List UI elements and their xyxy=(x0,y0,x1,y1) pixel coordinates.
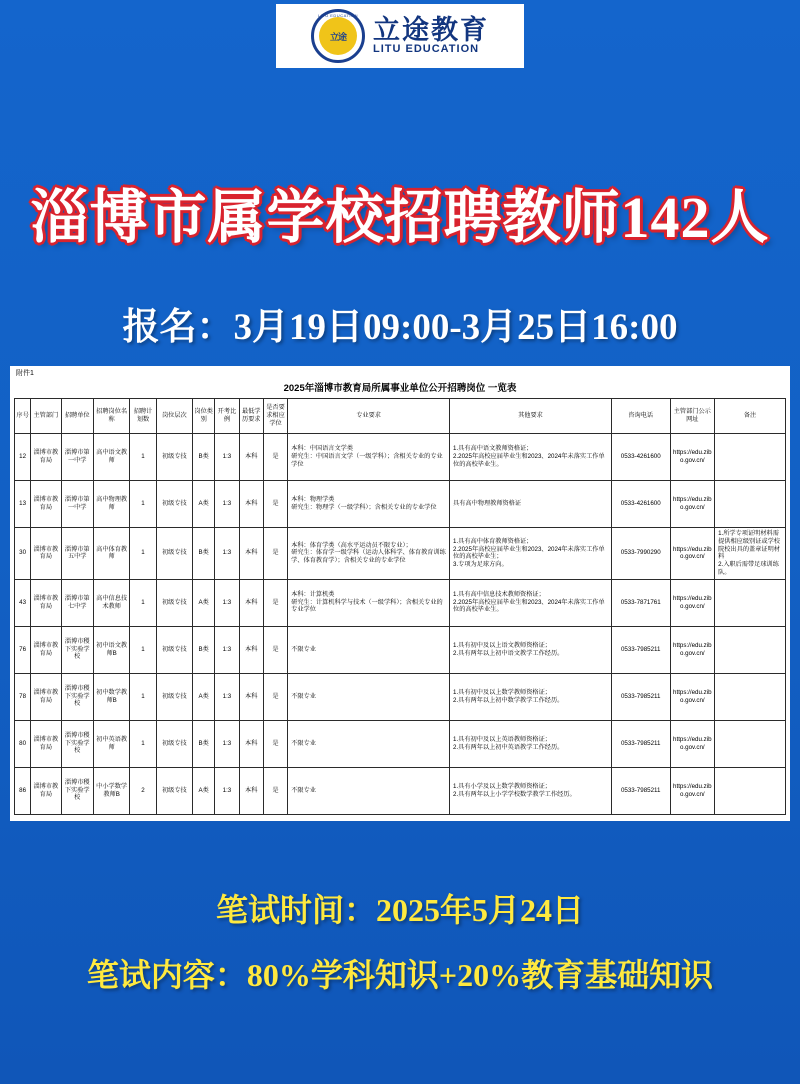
cell-remark xyxy=(715,720,786,767)
cell-tel: 0533-7871761 xyxy=(611,579,670,626)
cell-tel: 0533-7985211 xyxy=(611,767,670,814)
cell-no: 78 xyxy=(15,673,31,720)
cell-no: 30 xyxy=(15,528,31,580)
cell-category: A类 xyxy=(193,579,215,626)
col-other: 其他要求 xyxy=(450,399,612,434)
cell-tel: 0533-4261600 xyxy=(611,434,670,481)
table-body xyxy=(15,434,786,815)
col-unit: 招聘单位 xyxy=(61,399,93,434)
table-row xyxy=(15,528,786,580)
cell-major: 本科：计算机类 研究生：计算机科学与技术（一级学科）；含相关专业的专业学位 xyxy=(288,579,450,626)
cell-degree: 是 xyxy=(263,673,287,720)
cell-remark xyxy=(715,767,786,814)
cell-post: 初中语文教师B xyxy=(93,626,129,673)
col-plan: 招聘计划数 xyxy=(130,399,156,434)
cell-major: 不限专业 xyxy=(288,720,450,767)
cell-dept: 淄博市教育局 xyxy=(31,767,61,814)
logo-emblem-center: 立途 xyxy=(319,17,357,55)
cell-remark xyxy=(715,673,786,720)
cell-dept: 淄博市教育局 xyxy=(31,626,61,673)
cell-ratio: 1:3 xyxy=(215,626,239,673)
cell-category: B类 xyxy=(193,626,215,673)
cell-other: 1.具有初中及以上英语教师资格证； 2.具有两年以上初中英语教学工作经历。 xyxy=(450,720,612,767)
cell-category: B类 xyxy=(193,434,215,481)
cell-other: 1.具有小学及以上数学教师资格证； 2.具有两年以上小学学校数学教学工作经历。 xyxy=(450,767,612,814)
exam-date-line: 笔试时间：2025年5月24日 xyxy=(215,892,584,928)
cell-unit: 淄博市稷下实验学校 xyxy=(61,673,93,720)
cell-level: 初级专技 xyxy=(156,434,192,481)
table-row xyxy=(15,767,786,814)
brand-logo xyxy=(276,4,524,68)
poster-headline: 淄博市属学校招聘教师142人 xyxy=(30,185,770,250)
cell-tel: 0533-4261600 xyxy=(611,481,670,528)
cell-unit: 淄博市稷下实验学校 xyxy=(61,626,93,673)
table-row xyxy=(15,481,786,528)
cell-ratio: 1:3 xyxy=(215,434,239,481)
cell-dept: 淄博市教育局 xyxy=(31,528,61,580)
recruitment-table-sheet xyxy=(10,366,790,821)
col-tel: 咨询电话 xyxy=(611,399,670,434)
cell-unit: 淄博市第七中学 xyxy=(61,579,93,626)
cell-education: 本科 xyxy=(239,673,263,720)
cell-other: 具有高中物理教师资格证 xyxy=(450,481,612,528)
cell-url: https://edu.zibo.gov.cn/ xyxy=(670,767,715,814)
cell-post: 中小学数学教师B xyxy=(93,767,129,814)
col-education: 最低学历要求 xyxy=(239,399,263,434)
cell-degree: 是 xyxy=(263,579,287,626)
table-row xyxy=(15,720,786,767)
cell-category: B类 xyxy=(193,528,215,580)
table-row xyxy=(15,626,786,673)
cell-degree: 是 xyxy=(263,528,287,580)
cell-major: 不限专业 xyxy=(288,673,450,720)
col-category: 岗位类别 xyxy=(193,399,215,434)
cell-education: 本科 xyxy=(239,434,263,481)
attachment-label: 附件1 xyxy=(16,370,34,377)
cell-url: https://edu.zibo.gov.cn/ xyxy=(670,434,715,481)
cell-degree: 是 xyxy=(263,481,287,528)
cell-plan: 2 xyxy=(130,767,156,814)
cell-tel: 0533-7985211 xyxy=(611,673,670,720)
cell-ratio: 1:3 xyxy=(215,673,239,720)
col-ratio: 开考比例 xyxy=(215,399,239,434)
logo-text xyxy=(373,16,489,56)
cell-no: 12 xyxy=(15,434,31,481)
cell-level: 初级专技 xyxy=(156,481,192,528)
table-row xyxy=(15,434,786,481)
cell-dept: 淄博市教育局 xyxy=(31,673,61,720)
col-level: 岗位层次 xyxy=(156,399,192,434)
cell-url: https://edu.zibo.gov.cn/ xyxy=(670,528,715,580)
cell-major: 本科：体育学类（高水平运动员不限专业）； 研究生：体育学一级学科（运动人体科学、体育教育训练学、体育教育学）；含相关专业的专业学位 xyxy=(288,528,450,580)
cell-other: 1.具有初中及以上数学教师资格证； 2.具有两年以上初中数学教学工作经历。 xyxy=(450,673,612,720)
cell-education: 本科 xyxy=(239,626,263,673)
cell-level: 初级专技 xyxy=(156,528,192,580)
cell-level: 初级专技 xyxy=(156,720,192,767)
cell-url: https://edu.zibo.gov.cn/ xyxy=(670,579,715,626)
cell-plan: 1 xyxy=(130,626,156,673)
cell-tel: 0533-7985211 xyxy=(611,720,670,767)
cell-level: 初级专技 xyxy=(156,626,192,673)
cell-degree: 是 xyxy=(263,720,287,767)
cell-degree: 是 xyxy=(263,626,287,673)
table-header-row xyxy=(15,399,786,434)
cell-url: https://edu.zibo.gov.cn/ xyxy=(670,673,715,720)
cell-plan: 1 xyxy=(130,481,156,528)
cell-other: 1.具有高中信息技术教师资格证； 2.2025年高校应届毕业生和2023、2024年未落实工作单位的高校毕业生。 xyxy=(450,579,612,626)
cell-other: 1.具有高中语文教师资格证； 2.2025年高校应届毕业生和2023、2024年未落实工作单位的高校毕业生。 xyxy=(450,434,612,481)
cell-no: 80 xyxy=(15,720,31,767)
cell-post: 初中英语教师 xyxy=(93,720,129,767)
cell-plan: 1 xyxy=(130,579,156,626)
cell-post: 高中语文教师 xyxy=(93,434,129,481)
cell-ratio: 1:3 xyxy=(215,481,239,528)
cell-unit: 淄博市稷下实验学校 xyxy=(61,767,93,814)
sheet-title: 2025年淄博市教育局所属事业单位公开招聘岗位 一览表 xyxy=(283,383,517,394)
col-no: 序号 xyxy=(15,399,31,434)
col-remark: 备注 xyxy=(715,399,786,434)
exam-content-line: 笔试内容：80%学科知识+20%教育基础知识 xyxy=(86,957,714,993)
cell-remark xyxy=(715,579,786,626)
cell-unit: 淄博市第五中学 xyxy=(61,528,93,580)
cell-unit: 淄博市稷下实验学校 xyxy=(61,720,93,767)
cell-ratio: 1:3 xyxy=(215,528,239,580)
cell-no: 13 xyxy=(15,481,31,528)
col-post: 招聘岗位名称 xyxy=(93,399,129,434)
cell-plan: 1 xyxy=(130,434,156,481)
cell-url: https://edu.zibo.gov.cn/ xyxy=(670,626,715,673)
cell-url: https://edu.zibo.gov.cn/ xyxy=(670,481,715,528)
cell-plan: 1 xyxy=(130,720,156,767)
cell-category: A类 xyxy=(193,767,215,814)
cell-ratio: 1:3 xyxy=(215,720,239,767)
logo-ring-text: LITU EDUCATION xyxy=(317,13,359,18)
cell-post: 高中体育教师 xyxy=(93,528,129,580)
cell-education: 本科 xyxy=(239,720,263,767)
col-dept: 主管部门 xyxy=(31,399,61,434)
cell-remark: 1.所学专项证明材料需提供相应级别证或学校院校出具的盖章证明材料 2.入职后需带足球训练队。 xyxy=(715,528,786,580)
cell-remark xyxy=(715,626,786,673)
cell-dept: 淄博市教育局 xyxy=(31,481,61,528)
cell-post: 高中信息技术教师 xyxy=(93,579,129,626)
recruitment-table xyxy=(14,398,786,815)
cell-no: 43 xyxy=(15,579,31,626)
col-major: 专业要求 xyxy=(288,399,450,434)
cell-dept: 淄博市教育局 xyxy=(31,579,61,626)
table-row xyxy=(15,579,786,626)
cell-level: 初级专技 xyxy=(156,579,192,626)
logo-name-cn: 立途教育 xyxy=(373,15,489,46)
cell-no: 76 xyxy=(15,626,31,673)
logo-name-en: LITU EDUCATION xyxy=(373,43,480,56)
cell-no: 86 xyxy=(15,767,31,814)
cell-plan: 1 xyxy=(130,528,156,580)
col-url: 主管部门公示网址 xyxy=(670,399,715,434)
cell-major: 不限专业 xyxy=(288,626,450,673)
cell-major: 本科：中国语言文学类 研究生：中国语言文学（一级学科）；含相关专业的专业学位 xyxy=(288,434,450,481)
cell-post: 高中物理教师 xyxy=(93,481,129,528)
cell-url: https://edu.zibo.gov.cn/ xyxy=(670,720,715,767)
cell-remark xyxy=(715,481,786,528)
cell-unit: 淄博市第一中学 xyxy=(61,481,93,528)
cell-degree: 是 xyxy=(263,767,287,814)
cell-dept: 淄博市教育局 xyxy=(31,434,61,481)
cell-dept: 淄博市教育局 xyxy=(31,720,61,767)
cell-category: B类 xyxy=(193,720,215,767)
cell-education: 本科 xyxy=(239,481,263,528)
cell-level: 初级专技 xyxy=(156,767,192,814)
cell-major: 不限专业 xyxy=(288,767,450,814)
cell-education: 本科 xyxy=(239,579,263,626)
cell-category: A类 xyxy=(193,673,215,720)
cell-unit: 淄博市第一中学 xyxy=(61,434,93,481)
cell-other: 1.具有初中及以上语文教师资格证； 2.具有两年以上初中语文教学工作经历。 xyxy=(450,626,612,673)
col-degree: 是否要求相应学位 xyxy=(263,399,287,434)
cell-post: 初中数学教师B xyxy=(93,673,129,720)
cell-remark xyxy=(715,434,786,481)
cell-education: 本科 xyxy=(239,528,263,580)
cell-tel: 0533-7985211 xyxy=(611,626,670,673)
cell-degree: 是 xyxy=(263,434,287,481)
cell-level: 初级专技 xyxy=(156,673,192,720)
poster-subhead: 报名：3月19日09:00-3月25日16:00 xyxy=(122,307,678,348)
cell-education: 本科 xyxy=(239,767,263,814)
cell-category: A类 xyxy=(193,481,215,528)
cell-ratio: 1:3 xyxy=(215,767,239,814)
cell-other: 1.具有高中体育教师资格证； 2.2025年高校应届毕业生和2023、2024年未落实工作单位的高校毕业生； 3.专项为足球方向。 xyxy=(450,528,612,580)
cell-major: 本科：物理学类 研究生：物理学（一级学科）；含相关专业的专业学位 xyxy=(288,481,450,528)
cell-plan: 1 xyxy=(130,673,156,720)
table-row xyxy=(15,673,786,720)
cell-tel: 0533-7990290 xyxy=(611,528,670,580)
cell-ratio: 1:3 xyxy=(215,579,239,626)
logo-emblem-icon xyxy=(311,9,365,63)
